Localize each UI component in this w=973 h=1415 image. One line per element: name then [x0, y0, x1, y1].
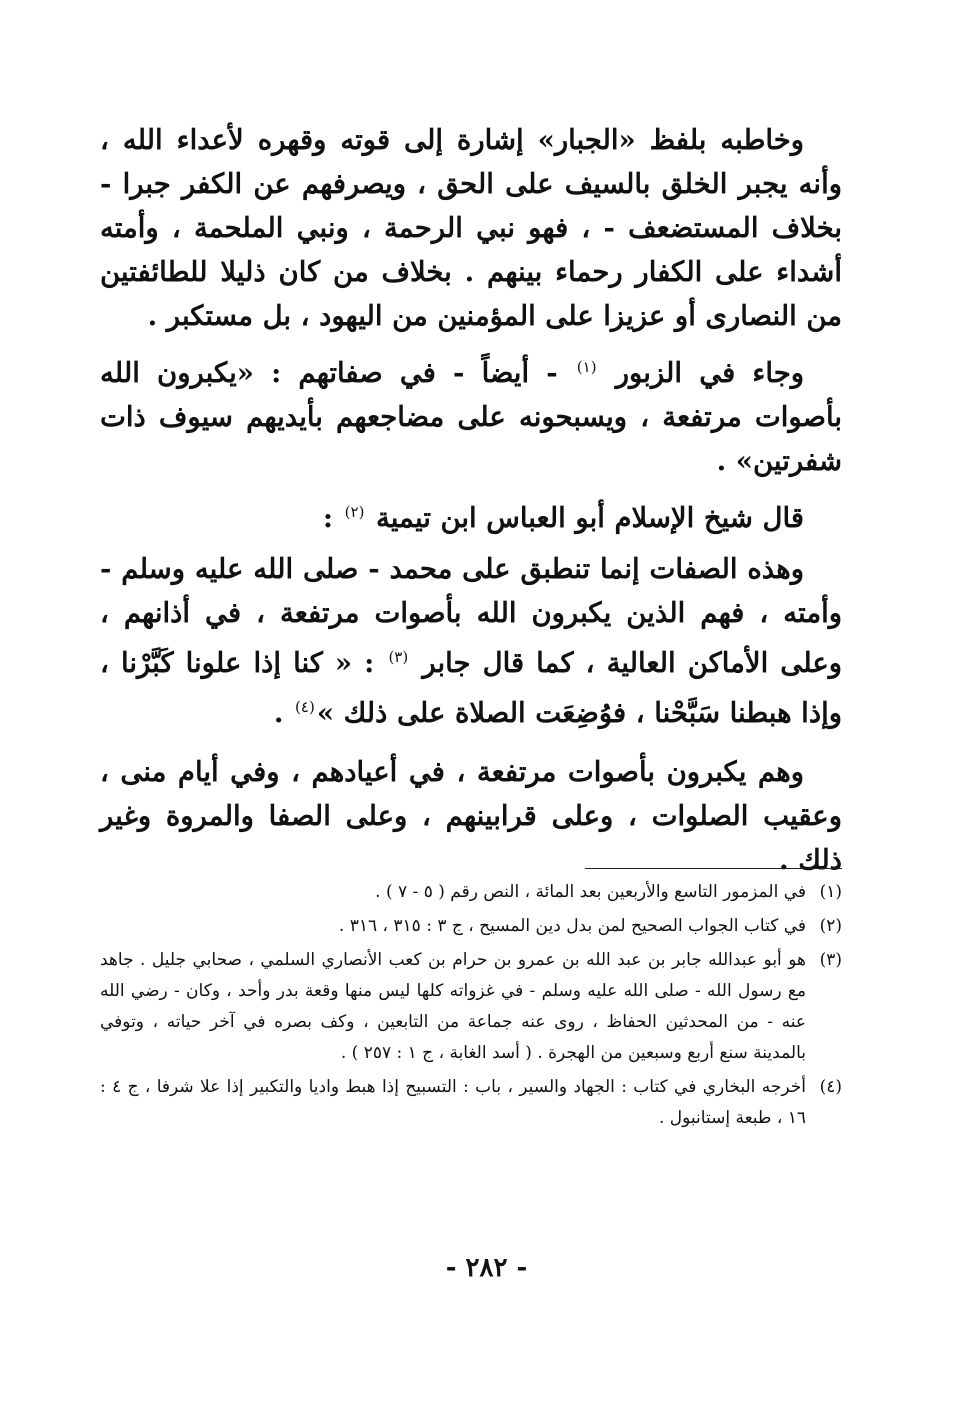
paragraph-2-text-b: - أيضاً - في صفاتهم : «يكبرون الله بأصوات مرتفعة ، ويسبحونه على مضاجعهم بأيديهم سيوف ذات شفرتين» .	[100, 357, 842, 478]
footnote-1	[100, 877, 842, 908]
paragraph-4-text-a: وهذه الصفات إنما تنطبق على محمد - صلى الله عليه وسلم - وأمته ، فهم الذين يكبرون الله بأصوات مرتفعة ، في أذانهم ، وعلى الأماكن العالية ، كما قال جابر	[100, 553, 843, 680]
paragraph-1	[100, 118, 842, 338]
footnote-text: هو أبو عبدالله جابر بن عبد الله بن عمرو بن حرام بن كعب الأنصاري السلمي ، صحابي جليل . جاهد مع رسول الله - صلى الله عليه وسلم - في غزواته كلها ليس منها وقعة بدر وأحد ، وكان - رضي الله عنه - من المحدثين الحفاظ ، روى عنه جماعة من التابعين ، وكف بصره في آخر حياته ، وتوفي بالمدينة سنع أربع وسبعين من الهجرة . ( أسد الغابة ، ج ١ : ٢٥٧ ) .	[100, 950, 806, 1063]
paragraph-2	[100, 345, 842, 483]
footnote-number: (٤)	[819, 1077, 842, 1097]
footnote-number: (٢)	[819, 916, 842, 936]
paragraph-1-text: وخاطبه بلفظ «الجبار» إشارة إلى قوته وقهره لأعداء الله ، وأنه يجبر الخلق بالسيف على الحق ، ويصرفهم عن الكفر جبرا - بخلاف المستضعف - ، فهو نبي الرحمة ، ونبي الملحمة ، وأمته أشداء على الكفار رحماء بينهم . بخلاف من كان ذليلا للطائفتين من النصارى أو عزيزا على المؤمنين من اليهود ، بل مستكبر .	[100, 124, 842, 332]
footnote-4	[100, 1072, 842, 1134]
footnote-ref-2[interactable]: (٢)	[344, 503, 365, 522]
footnote-number: (٣)	[819, 950, 842, 970]
paragraph-3-text-b: :	[322, 502, 334, 535]
footnote-3	[100, 945, 842, 1069]
footnote-text: في المزمور التاسع والأربعين بعد المائة ، النص رقم ( ٥ - ٧ ) .	[375, 882, 806, 902]
paragraph-3	[100, 490, 842, 540]
paragraph-2-text-a: وجاء في الزبور	[615, 357, 804, 390]
footnotes	[100, 877, 842, 1137]
paragraph-5	[100, 750, 842, 882]
main-text	[100, 118, 842, 889]
footnote-2	[100, 911, 842, 942]
footnote-text: في كتاب الجواب الصحيح لمن بدل دين المسيح ، ج ٣ : ٣١٥ ، ٣١٦ .	[338, 916, 806, 936]
paragraph-4-text-b: : « كنا إذا علونا كَبَّرْنا ، وإذا هبطنا سَبَّحْنا ، فوُضِعَت الصلاة على ذلك »	[100, 647, 842, 730]
paragraph-3-text-a: قال شيخ الإسلام أبو العباس ابن تيمية	[376, 502, 804, 535]
paragraph-4	[100, 547, 842, 735]
page-number: - ٢٨٢ -	[445, 1253, 528, 1283]
footnote-ref-1[interactable]: (١)	[576, 358, 597, 376]
paragraph-5-text: وهم يكبرون بأصوات مرتفعة ، في أعيادهم ، وفي أيام منى ، وعقيب الصلوات ، وعلى قرابينهم ، وعلى الصفا والمروة وغير ذلك .	[100, 755, 842, 876]
footnote-divider	[585, 868, 842, 869]
footnote-number: (١)	[819, 882, 842, 902]
footnote-text: أخرجه البخاري في كتاب : الجهاد والسير ، باب : التسبيح إذا هبط واديا والتكبير إذا علا شرفا ، ج ٤ : ١٦ ، طبعة إستانبول .	[100, 1077, 806, 1128]
paragraph-4-text-c: .	[273, 697, 284, 730]
footnote-ref-4[interactable]: (٤)	[295, 698, 315, 717]
footnote-ref-3[interactable]: (٣)	[388, 648, 409, 667]
